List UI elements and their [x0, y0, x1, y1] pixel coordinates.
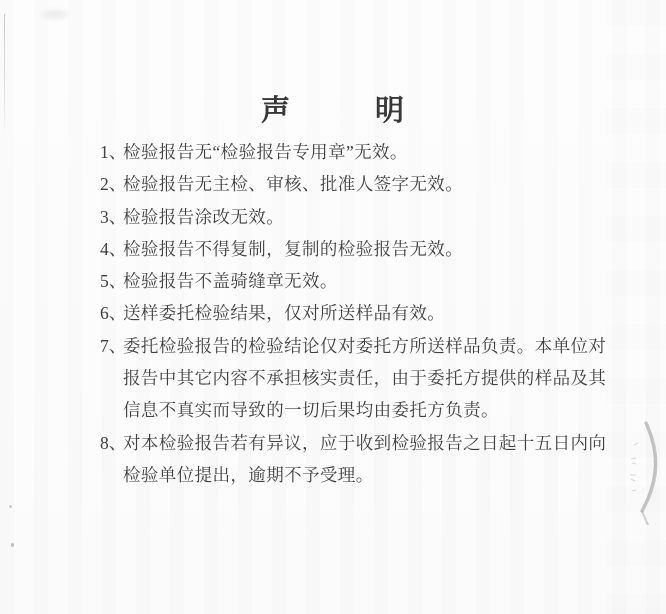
stamp-edge-mark: [618, 413, 666, 525]
item-line: 检验报告无“检验报告专用章”无效。: [123, 142, 408, 162]
page-title: [0, 88, 666, 129]
notice-item-2: [100, 168, 586, 200]
item-line: 检验报告涂改无效。: [123, 206, 285, 227]
item-line: 报告中其它内容不承担核实责任，由于委托方提供的样品及其: [123, 368, 607, 389]
title-char: 声: [260, 95, 291, 127]
notice-list: [100, 136, 607, 491]
item-line: 检验报告无主检、审核、批准人签字无效。: [123, 174, 464, 195]
item-line: 检验报告不得复制，复制的检验报告无效。: [123, 238, 464, 259]
scan-smudge: [42, 10, 68, 19]
item-line: 对本检验报告若有异议，应于收到检验报告之日起十五日内向: [123, 432, 607, 453]
item-line: 委托检验报告的检验结论仅对委托方所送样品负责。本单位对: [123, 335, 607, 356]
item-number: 7、: [100, 335, 127, 356]
item-line: 检验报告不盖骑缝章无效。: [123, 271, 338, 292]
notice-item-3: [100, 201, 586, 233]
item-line: 信息不真实而导致的一切后果均由委托方负责。: [123, 400, 499, 421]
item-line: 送样委托检验结果，仅对所送样品有效。: [123, 303, 446, 324]
title-char: 明: [375, 95, 406, 127]
scan-speck: [11, 543, 14, 547]
scan-speck: [9, 505, 12, 508]
item-line: 检验单位提出，逾期不予受理。: [123, 464, 374, 485]
notice-item-8: [100, 427, 607, 492]
notice-item-4: [100, 233, 586, 265]
item-number: 2、: [100, 174, 127, 195]
notice-item-7: [100, 330, 607, 427]
item-number: 8、: [100, 432, 127, 453]
item-number: 3、: [100, 206, 127, 227]
item-number: 5、: [100, 271, 127, 292]
notice-item-6: [100, 297, 586, 329]
item-number: 4、: [100, 238, 127, 259]
notice-item-1: [100, 136, 586, 168]
notice-item-5: [100, 265, 586, 297]
item-number: 1、: [100, 142, 127, 162]
item-number: 6、: [100, 303, 127, 324]
